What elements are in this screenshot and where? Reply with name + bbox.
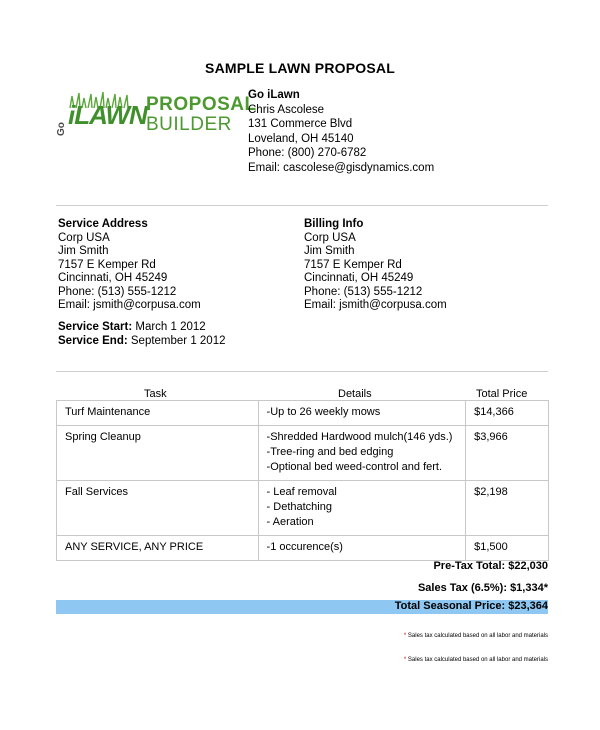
price-cell: $2,198 — [466, 481, 549, 536]
logo-builder-text: BUILDER — [146, 114, 232, 135]
service-address-heading: Service Address — [58, 218, 148, 230]
service-end-line — [58, 335, 226, 349]
company-phone: Phone: (800) 270-6782 — [248, 147, 367, 159]
company-info — [248, 88, 434, 175]
logo-go-text: Go — [56, 122, 67, 136]
detail-line: - Dethatching — [266, 501, 332, 513]
company-city: Loveland, OH 45140 — [248, 132, 354, 145]
proposal-builder-logo — [56, 92, 257, 136]
sales-tax-text: Sales Tax (6.5%): $1,334 — [417, 582, 544, 594]
header-divider — [56, 205, 548, 206]
details-cell — [258, 401, 466, 426]
details-cell — [258, 536, 466, 561]
detail-line: -Optional bed weed-control and fert. — [266, 461, 443, 473]
billing-email: Email: jsmith@corpusa.com — [304, 299, 447, 311]
detail-line: -Shredded Hardwood mulch(146 yds.) — [266, 431, 453, 443]
service-name: Jim Smith — [58, 245, 109, 257]
task-cell: Turf Maintenance — [57, 401, 259, 426]
service-dates — [58, 321, 226, 348]
service-start-line — [58, 321, 226, 335]
service-start-value: March 1 2012 — [135, 321, 206, 333]
pretax-total: Pre-Tax Total: $22,030 — [433, 560, 548, 572]
billing-company: Corp USA — [304, 231, 356, 244]
total-seasonal-price: Total Seasonal Price: $23,364 — [394, 600, 548, 612]
service-company: Corp USA — [58, 231, 110, 244]
table-row — [57, 536, 549, 561]
company-name: Go iLawn — [248, 89, 300, 101]
service-end-value: September 1 2012 — [130, 334, 226, 347]
services-table — [56, 400, 549, 561]
total-seasonal-bar — [56, 600, 548, 614]
service-email: Email: jsmith@corpusa.com — [58, 299, 201, 311]
service-address — [58, 218, 201, 313]
detail-line: - Leaf removal — [266, 486, 337, 498]
column-header-details: Details — [338, 388, 372, 400]
details-cell — [258, 481, 466, 536]
sales-tax — [56, 582, 548, 594]
detail-line: - Aeration — [266, 516, 314, 528]
column-header-price: Total Price — [476, 388, 528, 400]
billing-name: Jim Smith — [304, 245, 355, 257]
logo-ilawn-text: iLAWN — [68, 100, 147, 130]
service-end-label: Service End: — [58, 334, 128, 347]
table-row — [57, 481, 549, 536]
detail-line: -Tree-ring and bed edging — [266, 446, 394, 458]
details-cell — [258, 426, 466, 481]
page-title: SAMPLE LAWN PROPOSAL — [205, 60, 395, 76]
company-email: Email: cascolese@gisdynamics.com — [248, 161, 435, 174]
note-text: Sales tax calculated based on all labor and materials — [406, 657, 548, 663]
sales-tax-note — [56, 657, 548, 663]
billing-phone: Phone: (513) 555-1212 — [304, 285, 423, 298]
detail-line: -Up to 26 weekly mows — [266, 406, 381, 418]
sales-tax-note — [56, 633, 548, 639]
company-street: 131 Commerce Blvd — [248, 118, 353, 130]
company-contact: Chris Ascolese — [248, 103, 325, 116]
service-phone: Phone: (513) 555-1212 — [58, 285, 177, 298]
sales-tax-star: * — [543, 582, 548, 594]
price-cell: $3,966 — [466, 426, 549, 481]
price-cell: $1,500 — [466, 536, 549, 561]
service-start-label: Service Start: — [58, 321, 133, 333]
billing-info-heading: Billing Info — [304, 218, 364, 230]
note-text: Sales tax calculated based on all labor and materials — [406, 633, 548, 639]
note-star: * — [403, 633, 407, 639]
task-cell: Fall Services — [57, 481, 259, 536]
task-cell: ANY SERVICE, ANY PRICE — [57, 536, 259, 561]
task-cell: Spring Cleanup — [57, 426, 259, 481]
detail-line: -1 occurence(s) — [266, 541, 343, 553]
table-top-divider — [56, 371, 548, 372]
billing-city: Cincinnati, OH 45249 — [304, 272, 414, 284]
service-city: Cincinnati, OH 45249 — [58, 272, 168, 284]
table-row — [57, 426, 549, 481]
billing-street: 7157 E Kemper Rd — [304, 258, 402, 271]
service-street: 7157 E Kemper Rd — [58, 258, 156, 271]
column-header-task: Task — [144, 388, 167, 400]
billing-info — [304, 218, 447, 313]
table-row — [57, 401, 549, 426]
note-star: * — [403, 657, 407, 663]
price-cell: $14,366 — [466, 401, 549, 426]
logo-proposal-text: PROPOSAL — [146, 94, 257, 115]
